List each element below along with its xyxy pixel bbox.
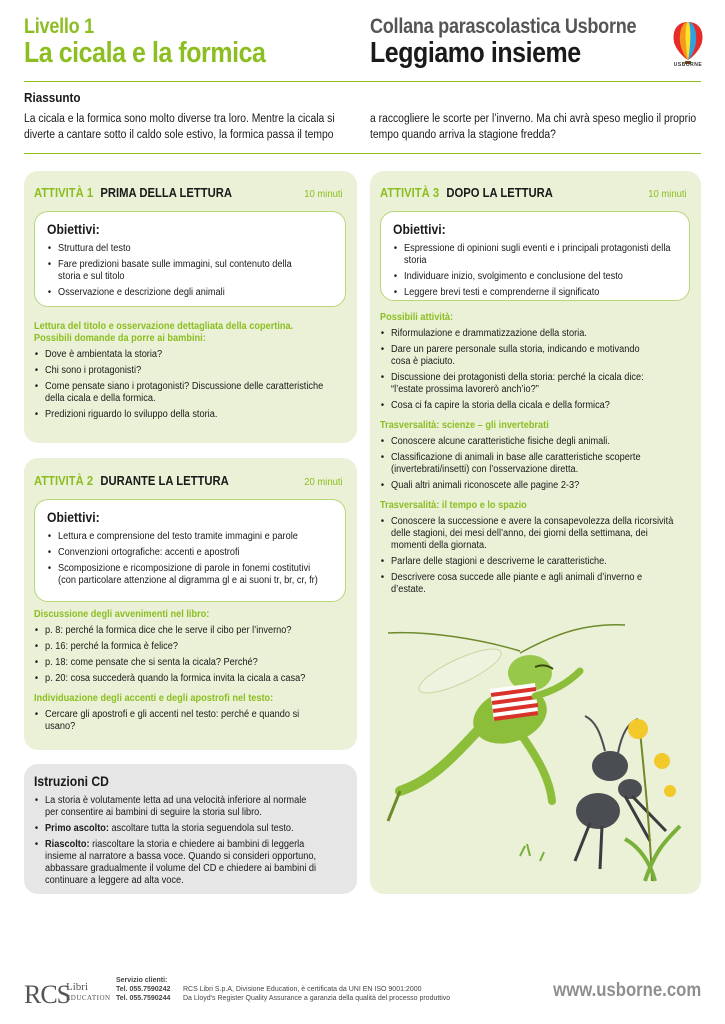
activity-3-number: ATTIVITÀ 3 [380,186,440,200]
activity-2-name: DURANTE LA LETTURA [100,474,229,488]
list-item: • Lettura e comprensione del testo tramite immagini e parole [47,531,312,543]
customer-service-label: Servizio clienti: [116,977,168,984]
list-item: • Dare un parere personale sulla storia, indicando e motivando cosa è piaciuto. [380,344,656,368]
activity-1-panel [24,171,357,443]
activity-2-discussion [34,609,344,737]
activity-3-details [380,312,690,600]
list-item: • Cosa ci fa capire la storia della cicala e della formica? [380,400,665,412]
list-item: • Chi sono i protagonisti? [34,365,310,377]
website-link[interactable]: www.usborne.com [552,980,701,1001]
list-item: • Leggere brevi testi e comprenderne il significato [393,287,656,299]
list-item: • Cercare gli apostrofi e gli accenti nel testo: perché e quando si usano? [34,709,319,733]
activity-2-objectives [34,499,346,602]
first-listen-text: ascoltare tutta la storia seguendola sul testo. [108,823,294,834]
list-item: • Fare predizioni basate sulle immagini, sul contenuto della storia e sul titolo [47,259,314,283]
relisten-text: riascoltare la storia e chiedere ai bambini di leggerla insieme al narratore a bassa voce. Quando si consideri opportuno, abbassare gradualmente il volume del CD e chiedere ai bambini di continuare a leggere ad alta voce. [45,839,317,886]
activity-2-duration: 20 minuti [304,476,343,488]
objectives-heading: Obiettivi: [47,222,100,237]
phone-1: Tel. 055.7590242 [116,986,171,993]
list-item: • La storia è volutamente letta ad una velocità inferiore al normale per consentire ai bambini di seguire la storia sul libro. [34,795,310,819]
level-label: Livello 1 [24,15,94,38]
activity-3-duration: 10 minuti [648,188,687,200]
relisten-label: Riascolto: [45,839,90,850]
science-heading: Trasversalità: scienze – gli invertebrati [380,420,549,431]
cd-instructions-panel [24,764,357,894]
summary-heading: Riassunto [24,90,81,105]
certification-line-1: RCS Libri S.p.A, Divisione Education, è certificata da UNI EN ISO 9001:2000 [183,986,422,993]
series-label: Collana parascolastica Usborne [370,15,637,38]
list-item: • Conoscere alcune caratteristiche fisiche degli animali. [380,436,665,448]
rcs-logo: RCS [24,980,71,1009]
list-item: • Riformulazione e drammatizzazione della storia. [380,328,665,340]
list-item: • Parlare delle stagioni e descriverne le caratteristiche. [380,556,665,568]
activity-3-name: DOPO LA LETTURA [446,186,553,200]
page-title: La cicala e la formica [24,37,266,69]
activity-3-title [380,186,553,200]
activity-3-objectives [380,211,690,301]
rcs-education: EDUCATION [66,994,111,1002]
list-item: • p. 16: perché la formica è felice? [34,641,319,653]
usborne-logo-text: USBORNE [673,62,703,68]
questions-heading: Lettura del titolo e osservazione dettagliata della copertina. Possibili domande da porre ai bambini: [34,321,294,344]
summary-line-1: La cicala e la formica sono molto diverse tra loro. Mentre la cicala si [24,113,335,125]
list-item: • Individuare inizio, svolgimento e conclusione del testo [393,271,656,283]
discussion-heading: Discussione degli avvenimenti nel libro: [34,609,210,620]
activity-2-panel [24,458,357,750]
list-item: • Osservazione e descrizione degli animali [47,287,312,299]
summary-line-4: tempo quando arriva la stagione fredda? [370,129,556,141]
header-divider [24,81,701,82]
accents-heading: Individuazione degli accenti e degli apostrofi nel testo: [34,693,274,704]
possible-activities-heading: Possibili attività: [380,312,454,323]
list-item: • Convenzioni ortografiche: accenti e apostrofi [47,547,312,559]
list-item: • Quali altri animali riconoscete alle pagine 2-3? [380,480,665,492]
activity-2-number: ATTIVITÀ 2 [34,474,94,488]
summary-line-2: diverte a cantare sotto il caldo sole estivo, la formica passa il tempo [24,129,334,141]
list-item: • p. 20: cosa succederà quando la formica invita la cicala a casa? [34,673,319,685]
cd-instructions-content [34,774,346,891]
time-space-heading: Trasversalità: il tempo e lo spazio [380,500,527,511]
phone-2: Tel. 055.7590244 [116,995,171,1002]
grasshopper-and-ant-illustration [370,611,701,894]
summary-line-3: a raccogliere le scorte per l’inverno. Ma chi avrà speso meglio il proprio [370,113,697,125]
rcs-libri: Libri [66,981,88,993]
activity-3-panel [370,171,701,894]
list-item: • p. 8: perché la formica dice che le serve il cibo per l’inverno? [34,625,319,637]
objectives-heading: Obiettivi: [393,222,446,237]
activity-1-number: ATTIVITÀ 1 [34,186,94,200]
activity-2-title [34,474,229,488]
list-item: • Dove è ambientata la storia? [34,349,310,361]
list-item [34,839,319,887]
list-item: • Conoscere la successione e avere la consapevolezza della ricorsività delle stagioni, dei mesi dell’anno, dei giorni della settimana, dei momenti della giornata. [380,516,679,552]
objectives-heading: Obiettivi: [47,510,100,525]
activity-1-objectives [34,211,346,307]
list-item: • Descrivere cosa succede alle piante e agli animali d’inverno e d’estate. [380,572,665,596]
list-item: • Come pensate siano i protagonisti? Discussione delle caratteristiche della cicala e della formica. [34,381,328,405]
list-item: • Classificazione di animali in base alle caratteristiche scoperte (invertebrati/insetti) con l’osservazione diretta. [380,452,665,476]
activity-1-duration: 10 minuti [304,188,343,200]
list-item [34,823,321,835]
list-item: • Espressione di opinioni sugli eventi e i principali protagonisti della storia [393,243,678,267]
activity-1-questions [34,321,334,425]
summary-divider [24,153,701,154]
list-item: • Discussione dei protagonisti della storia: perché la cicala dice: “l’estate prossima lavorerò anch’io?” [380,372,674,396]
series-title: Leggiamo insieme [370,37,581,69]
activity-1-name: PRIMA DELLA LETTURA [100,186,233,200]
cd-heading: Istruzioni CD [34,774,109,789]
list-item: • Struttura del testo [47,243,312,255]
activity-1-title [34,186,232,200]
list-item: • Predizioni riguardo lo sviluppo della storia. [34,409,310,421]
list-item: • Scomposizione e ricomposizione di parole in fonemi costitutivi (con particolare attenzione al digramma gl e ai suoni tr, br, cr, fr) [47,563,323,587]
certification-line-2: Da Lloyd’s Register Quality Assurance a garanzia della qualità del processo produttivo [183,995,451,1002]
list-item: • p. 18: come pensate che si senta la cicala? Perché? [34,657,319,669]
first-listen-label: Primo ascolto: [45,823,109,834]
